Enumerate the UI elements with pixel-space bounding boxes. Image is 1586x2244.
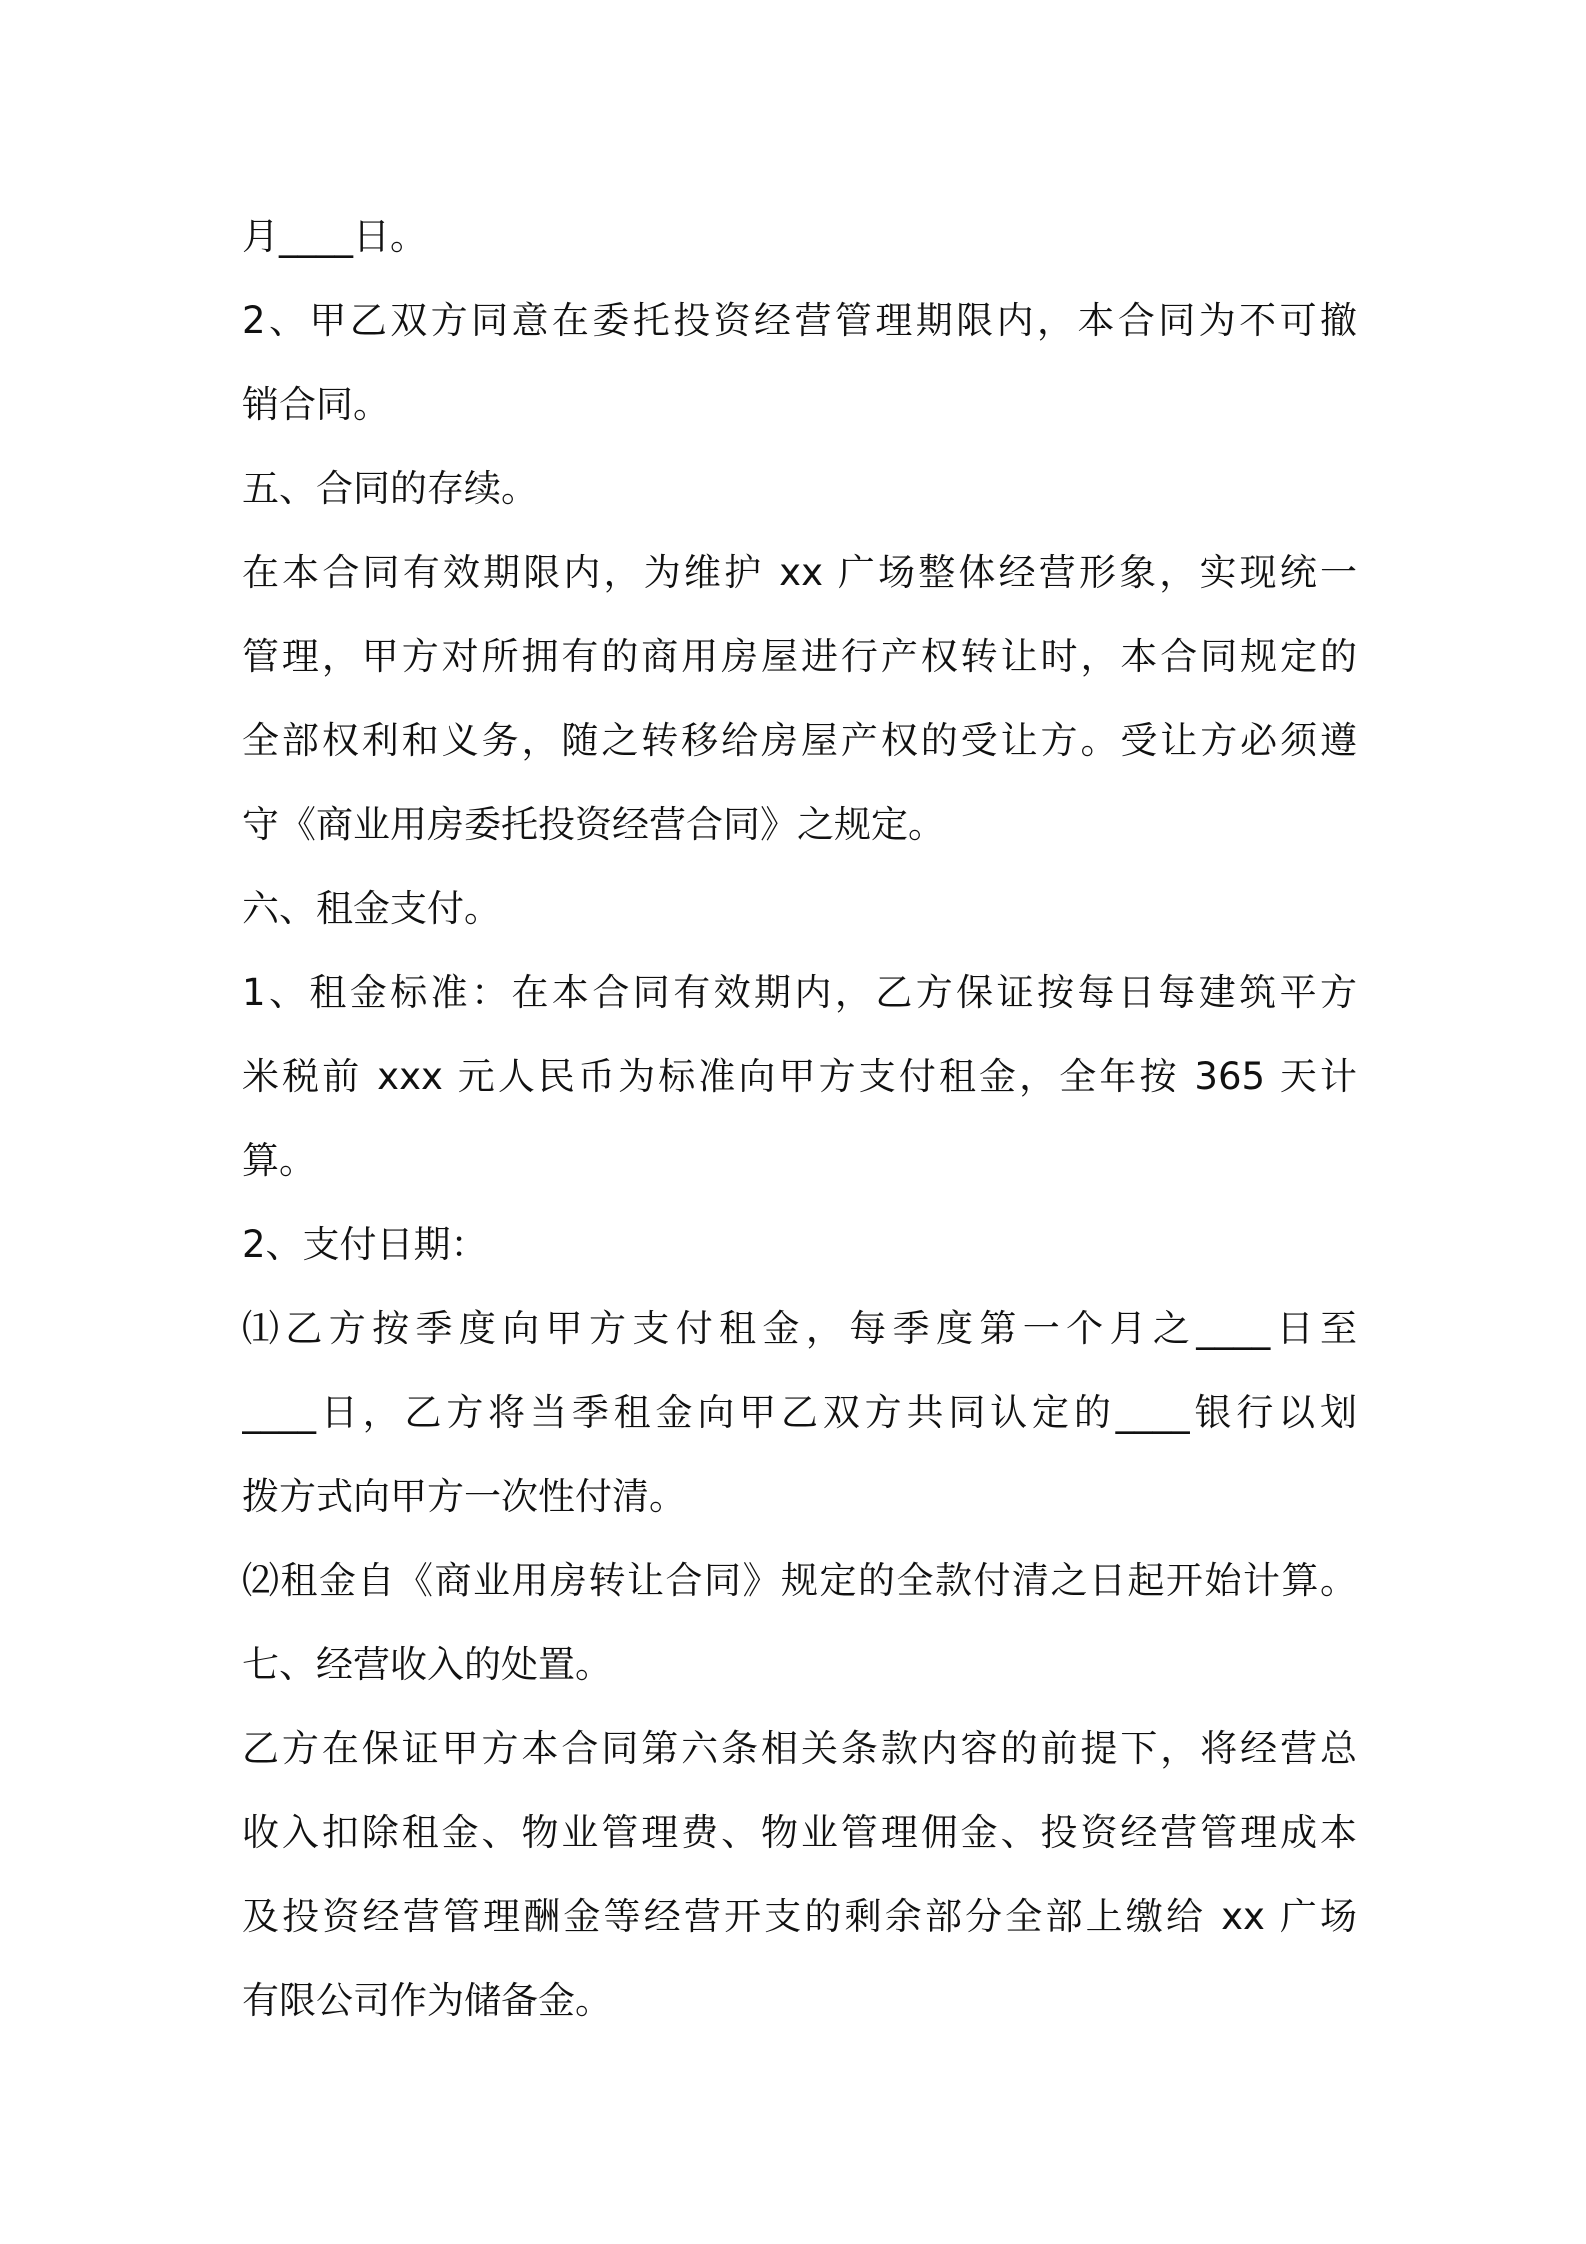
document-line: 销合同。 <box>242 383 390 426</box>
document-line: 算。 <box>242 1139 316 1182</box>
document-line: 1、租金标准：在本合同有效期内，乙方保证按每日每建筑平方 <box>242 971 1357 1014</box>
document-line: 拨方式向甲方一次性付清。 <box>242 1475 686 1518</box>
document-line: 五、合同的存续。 <box>242 467 538 510</box>
document-line: ⑴乙方按季度向甲方支付租金，每季度第一个月之____日至 <box>242 1307 1357 1350</box>
document-line: 全部权利和义务，随之转移给房屋产权的受让方。受让方必须遵 <box>242 719 1357 762</box>
document-line: 及投资经营管理酬金等经营开支的剩余部分全部上缴给 xx 广场 <box>242 1895 1357 1938</box>
document-line: ____日，乙方将当季租金向甲乙双方共同认定的____银行以划 <box>242 1391 1357 1434</box>
document-line: 在本合同有效期限内，为维护 xx 广场整体经营形象，实现统一 <box>242 551 1357 594</box>
document-line: 六、租金支付。 <box>242 887 501 930</box>
document-line: 米税前 xxx 元人民币为标准向甲方支付租金，全年按 365 天计 <box>242 1055 1357 1098</box>
document-line: 乙方在保证甲方本合同第六条相关条款内容的前提下，将经营总 <box>242 1727 1357 1770</box>
document-line: 收入扣除租金、物业管理费、物业管理佣金、投资经营管理成本 <box>242 1811 1357 1854</box>
document-line: 守《商业用房委托投资经营合同》之规定。 <box>242 803 945 846</box>
document-line: 管理，甲方对所拥有的商用房屋进行产权转让时，本合同规定的 <box>242 635 1357 678</box>
document-line: 七、经营收入的处置。 <box>242 1643 612 1686</box>
document-line: 2、甲乙双方同意在委托投资经营管理期限内，本合同为不可撤 <box>242 299 1357 342</box>
document-line: 有限公司作为储备金。 <box>242 1979 612 2022</box>
document-line: 2、支付日期： <box>242 1223 488 1266</box>
document-line: ⑵租金自《商业用房转让合同》规定的全款付清之日起开始计算。 <box>242 1559 1357 1602</box>
document-body <box>242 195 1357 2043</box>
document-line: 月____日。 <box>242 215 427 258</box>
